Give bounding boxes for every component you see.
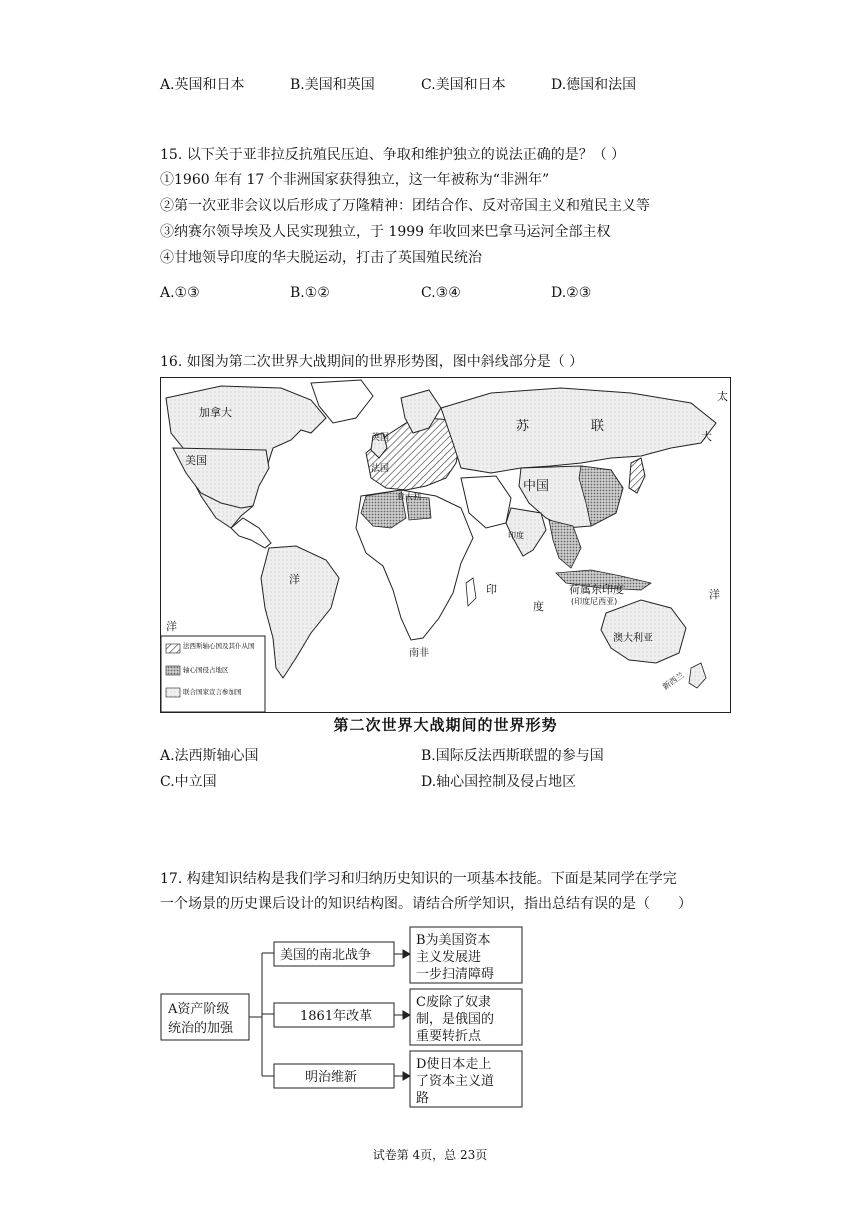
q15-item-1: ①1960 年有 17 个非洲国家获得独立，这一年被称为“非洲年”: [160, 172, 550, 188]
desc-b-line-2: 主义发展进: [416, 950, 482, 965]
desc-c-line-3: 重要转折点: [416, 1029, 482, 1044]
legend-swatch-axis: [166, 644, 180, 653]
desc-d-line-2: 了资本主义道: [416, 1074, 495, 1089]
q15-option-a: A.①③: [160, 285, 200, 301]
map-label-ussr-2: 联: [591, 419, 605, 434]
world-map-svg: [161, 378, 730, 712]
q16-option-a: A.法西斯轴心国: [160, 748, 259, 764]
legend-swatch-allies: [166, 688, 180, 697]
q16-stem: 16. 如图为第二次世界大战期间的世界形势图，图中斜线部分是（ ）: [160, 354, 584, 370]
map-label-italy: 意大利: [397, 492, 421, 501]
knowledge-structure-diagram: [160, 924, 532, 1110]
map-ocean-yang-1: 洋: [289, 573, 300, 586]
australia-shape: [601, 600, 686, 663]
map-caption: 第二次世界大战期间的世界形势: [333, 716, 558, 734]
map-label-india: 印度: [508, 531, 524, 540]
map-label-dutch-indies: 荷属东印度: [569, 583, 624, 596]
root-line-1: A资产阶级: [168, 1002, 230, 1017]
south-america-shape: [261, 546, 339, 678]
world-map: [160, 377, 731, 713]
map-ocean-du: 度: [533, 600, 544, 613]
middle-east-shape: [461, 476, 511, 528]
q14-option-c: C.美国和日本: [421, 77, 506, 93]
q15-stem: 15. 以下关于亚非拉反抗殖民压迫、争取和维护独立的说法正确的是？（ ）: [160, 147, 626, 163]
map-ocean-da: 大: [701, 430, 712, 443]
map-label-china: 中国: [523, 479, 550, 494]
q16-option-c: C.中立国: [160, 774, 217, 790]
desc-b-line-1: B为美国资本: [416, 933, 491, 948]
map-ocean-yang-3: 洋: [709, 588, 720, 601]
map-label-indonesia: (印度尼西亚): [571, 597, 618, 606]
new-zealand-shape: [689, 663, 706, 688]
map-ocean-yang-2: 洋: [166, 620, 177, 633]
map-label-south-africa: 南非: [409, 648, 429, 659]
q16-option-b: B.国际反法西斯联盟的参与国: [421, 748, 604, 764]
legend-axis-label: 法西斯轴心国及其仆从国: [183, 642, 255, 650]
q15-option-b: B.①②: [290, 285, 330, 301]
q15-item-4: ④甘地领导印度的华夫脱运动，打击了英国殖民统治: [160, 250, 482, 266]
q17-stem-line-2: 一个场景的历史课后设计的知识结构图。请结合所学知识，指出总结有误的是（ ）: [160, 896, 692, 912]
desc-c-line-2: 制，是俄国的: [416, 1012, 495, 1027]
q15-option-c: C.③④: [421, 285, 461, 301]
q14-option-a: A.英国和日本: [160, 77, 245, 93]
map-ocean-yin: 印: [486, 583, 497, 596]
map-label-uk: 英国: [371, 433, 390, 443]
map-label-ussr-1: 苏: [516, 419, 530, 434]
desc-b-line-3: 一步扫清障碍: [416, 967, 495, 982]
q14-option-b: B.美国和英国: [290, 77, 375, 93]
q17-stem-line-1: 17. 构建知识结构是我们学习和归纳历史知识的一项基本技能。下面是某同学在学完: [160, 871, 677, 887]
branch-label-1: 美国的南北战争: [280, 948, 372, 963]
branch-label-3: 明治维新: [305, 1070, 358, 1085]
page-footer: 试卷第 4页，总 23页: [372, 1148, 488, 1162]
map-ocean-tai: 太: [717, 390, 728, 403]
map-label-canada: 加拿大: [199, 406, 232, 419]
q15-item-2: ②第一次亚非会议以后形成了万隆精神：团结合作、反对帝国主义和殖民主义等: [160, 198, 650, 214]
desc-c-line-1: C废除了奴隶: [416, 995, 491, 1010]
q15-option-d: D.②③: [551, 285, 592, 301]
map-label-new-zealand: 新西兰: [660, 670, 686, 692]
q14-option-d: D.德国和法国: [551, 77, 637, 93]
desc-d-line-3: 路: [416, 1091, 430, 1106]
q15-item-3: ③纳赛尔领导埃及人民实现独立，于 1999 年收回来巴拿马运河全部主权: [160, 224, 611, 240]
central-america-shape: [231, 518, 271, 548]
legend-occupied-label: 轴心国侵占地区: [183, 666, 229, 674]
map-label-australia: 澳大利亚: [613, 633, 653, 644]
ussr-shape: [441, 388, 716, 473]
branch-label-2: 1861年改革: [300, 1009, 373, 1024]
madagascar-shape: [466, 578, 476, 606]
root-line-2: 统治的加强: [168, 1021, 234, 1036]
q16-option-d: D.轴心国控制及侵占地区: [421, 774, 577, 790]
map-label-usa: 美国: [185, 454, 207, 467]
desc-d-line-1: D使日本走上: [416, 1057, 492, 1072]
map-label-france: 法国: [371, 464, 390, 474]
legend-allies-label: 联合国家宣言参加国: [183, 688, 242, 696]
legend-swatch-occupied: [166, 666, 180, 675]
japan-shape: [629, 458, 645, 493]
map-legend: [161, 636, 265, 712]
